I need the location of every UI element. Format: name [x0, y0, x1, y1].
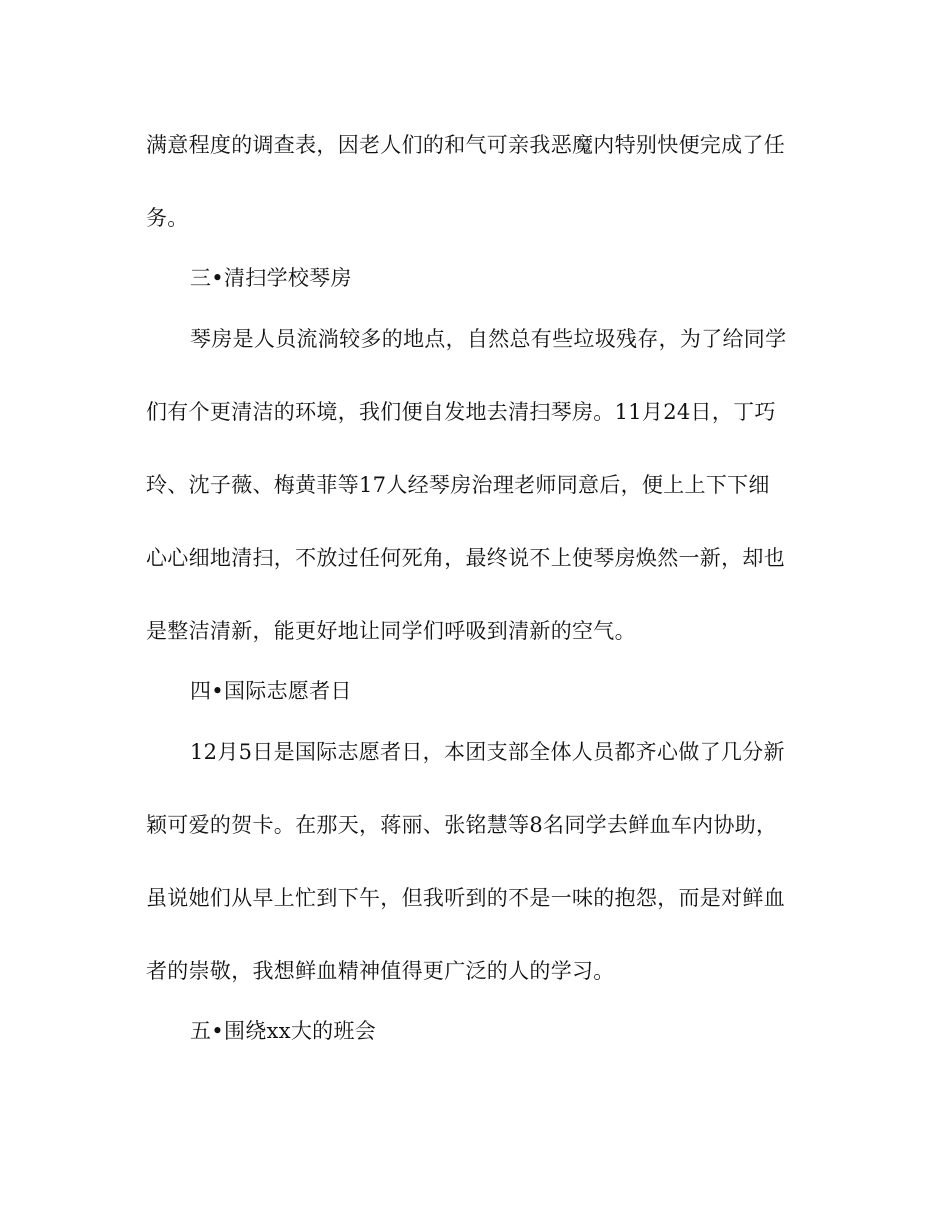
section-heading-5: 五•围绕xx大的班会: [190, 1019, 377, 1043]
paragraph-line: 们有个更清洁的环境，我们便自发地去清扫琴房。11月24日，丁巧: [146, 400, 776, 424]
paragraph-line: 12月5日是国际志愿者日，本团支部全体人员都齐心做了几分新: [190, 740, 785, 764]
section-heading-3: 三•清扫学校琴房: [190, 266, 352, 290]
paragraph-line: 者的崇敬，我想鲜血精神值得更广泛的人的学习。: [146, 959, 615, 983]
paragraph-line: 颖可爱的贺卡。在那天，蒋丽、张铭慧等8名同学去鲜血车内协助，: [146, 813, 778, 837]
paragraph-line: 是整洁清新，能更好地让同学们呼吸到清新的空气。: [146, 619, 636, 643]
paragraph-line: 心心细地清扫，不放过任何死角，最终说不上使琴房焕然一新，却也: [146, 546, 785, 570]
paragraph-line: 琴房是人员流淌较多的地点，自然总有些垃圾残存，为了给同学: [190, 327, 787, 351]
paragraph-line: 务。: [146, 206, 189, 230]
paragraph-line: 玲、沈子薇、梅黄菲等17人经琴房治理老师同意后，便上上下下细: [146, 473, 770, 497]
paragraph-line: 满意程度的调查表，因老人们的和气可亲我恶魔内特别快便完成了任: [146, 133, 785, 157]
section-heading-4: 四•国际志愿者日: [190, 679, 352, 703]
paragraph-line: 虽说她们从早上忙到下午，但我听到的不是一味的抱怨，而是对鲜血: [146, 886, 785, 910]
